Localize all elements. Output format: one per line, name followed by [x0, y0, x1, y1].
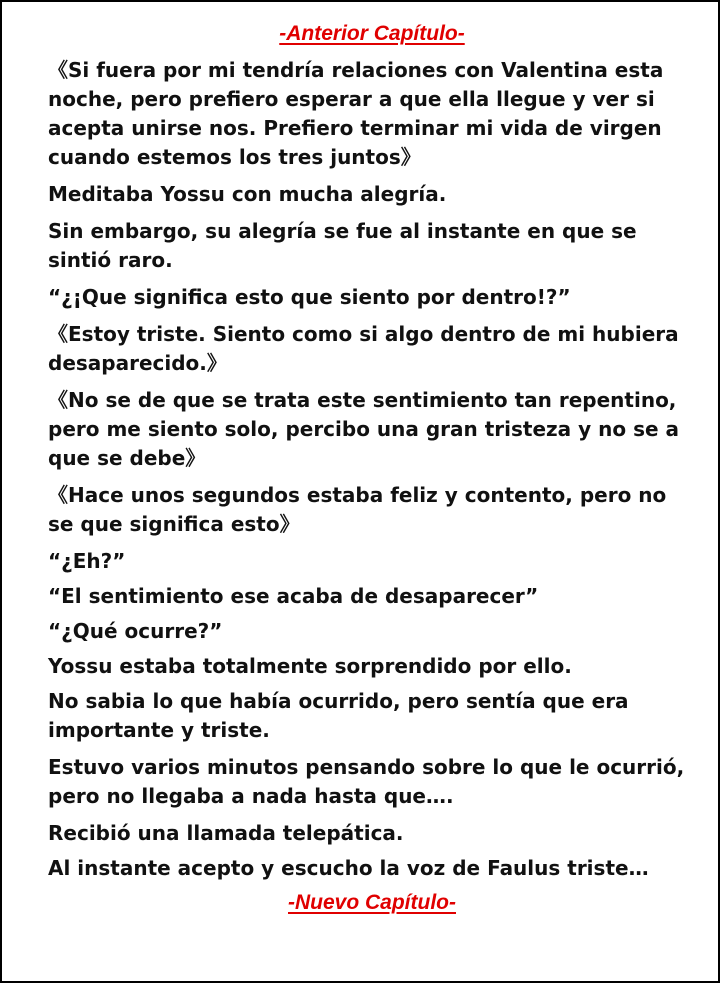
paragraph: Sin embargo, su alegría se fue al instante en que se sintió raro. [48, 219, 637, 272]
paragraph: 《Estoy triste. Siento como si algo dentro de mi hubiera desaparecido.》 [48, 322, 679, 375]
paragraph: 《No se de que se trata este sentimiento tan repentino, pero me siento solo, percibo una gran tristeza y no se a que se debe》 [48, 388, 680, 470]
paragraph: Al instante acepto y escucho la voz de Faulus triste… [48, 856, 649, 880]
paragraph: Meditaba Yossu con mucha alegría. [48, 182, 447, 206]
paragraph: “¿Qué ocurre?” [48, 619, 223, 643]
paragraph: 《Hace unos segundos estaba feliz y contento, pero no se que significa esto》 [48, 483, 667, 536]
paragraph: Recibió una llamada telepática. [48, 821, 404, 845]
paragraph: “¿¡Que significa esto que siento por dentro!?” [48, 285, 571, 309]
paragraph: Yossu estaba totalmente sorprendido por ello. [48, 654, 572, 678]
paragraph: 《Si fuera por mi tendría relaciones con Valentina esta noche, pero prefiero esperar a que ella llegue y ver si acepta unirse nos. Prefiero terminar mi vida de virgen cuando estemos los tres juntos》 [48, 58, 664, 169]
paragraph: “El sentimiento ese acaba de desaparecer” [48, 584, 539, 608]
paragraph: Estuvo varios minutos pensando sobre lo que le ocurrió, pero no llegaba a nada hasta que…. [48, 755, 685, 808]
paragraph: “¿Eh?” [48, 549, 126, 573]
paragraph: No sabia lo que había ocurrido, pero sentía que era importante y triste. [48, 689, 629, 742]
document-body [48, 20, 696, 925]
next-chapter-heading[interactable]: -Nuevo Capítulo- [288, 891, 456, 914]
previous-chapter-heading[interactable]: -Anterior Capítulo- [279, 22, 465, 45]
